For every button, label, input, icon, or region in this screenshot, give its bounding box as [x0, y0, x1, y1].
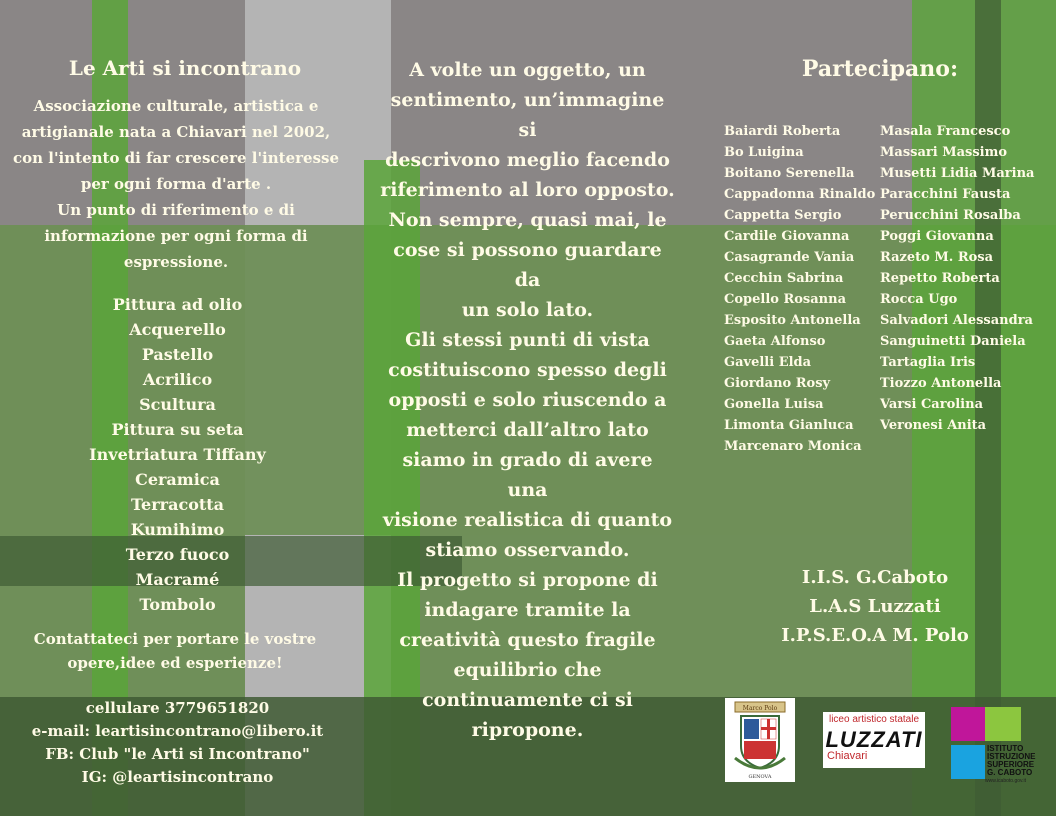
- list-item: Terracotta: [130, 495, 225, 514]
- caboto-url: www.icaboto.gov.it: [985, 778, 1027, 784]
- association-description: Associazione culturale, artistica e artigianale nata a Chiavari nel 2002, con l'intento di far crescere l'interesse per ogni forma d'arte . Un punto di riferimento e di informazione per ogni forma di espressione.: [12, 97, 339, 271]
- list-item: Poggi Giovanna: [880, 229, 994, 244]
- list-item: Tombolo: [139, 595, 216, 614]
- luzzati-main-text: LUZZATI: [825, 727, 923, 752]
- participants-title: Partecipano:: [801, 56, 959, 82]
- list-item: Cappadonna Rinaldo: [724, 187, 876, 202]
- luzzati-sub-text: Chiavari: [827, 750, 868, 762]
- list-item: Copello Rosanna: [724, 292, 846, 307]
- list-item: Massari Massimo: [880, 145, 1008, 160]
- contact-intro: Contattateci per portare le vostre opere,idee ed esperienze!: [33, 630, 317, 672]
- list-item: Pittura ad olio: [112, 295, 243, 314]
- school-polo: I.P.S.E.O.A M. Polo: [781, 625, 969, 646]
- email-text: e-mail: leartisincontrano@libero.it: [31, 722, 324, 740]
- crest-icon: [725, 698, 795, 782]
- list-item: Salvadori Alessandra: [880, 313, 1033, 328]
- participants-list-left: [724, 121, 875, 457]
- list-item: Sanguinetti Daniela: [880, 334, 1026, 349]
- list-item: Tiozzo Antonella: [880, 376, 1002, 391]
- association-title: Le Arti si incontrano: [68, 56, 302, 80]
- contact-info: [0, 697, 355, 789]
- list-item: Invetriatura Tiffany: [89, 445, 266, 464]
- list-item: Tartaglia Iris: [880, 355, 976, 370]
- list-item: Varsi Carolina: [880, 397, 983, 412]
- school-caboto: I.I.S. G.Caboto: [801, 567, 949, 588]
- arts-list: [0, 292, 355, 617]
- list-item: Repetto Roberta: [880, 271, 1000, 286]
- list-item: Macramé: [135, 570, 220, 589]
- list-item: Gavelli Elda: [724, 355, 812, 370]
- list-item: Paracchini Fausta: [880, 187, 1011, 202]
- list-item: Masala Francesco: [880, 124, 1011, 139]
- list-item: Casagrande Vania: [724, 250, 855, 265]
- list-item: Boitano Serenella: [724, 166, 855, 181]
- list-item: Marcenaro Monica: [724, 439, 862, 454]
- list-item: Gonella Luisa: [724, 397, 824, 412]
- list-item: Gaeta Alfonso: [724, 334, 826, 349]
- list-item: Razeto M. Rosa: [880, 250, 994, 265]
- list-item: Pittura su seta: [111, 420, 244, 439]
- school-luzzati: L.A.S Luzzati: [809, 596, 941, 617]
- project-description: A volte un oggetto, un sentimento, un’immagine si descrivono meglio facendo riferimento al loro opposto. Non sempre, quasi mai, le cose si possono guardare da un solo lato. Gli stessi punti di vista costituiscono spesso degli opposti e solo riuscendo a metterci dall’altro lato siamo in grado di avere una visione realistica di quanto stiamo osservando. Il progetto si propone di indagare tramite la creatività questo fragile equilibrio che continuamente ci si ripropone.: [380, 59, 675, 741]
- list-item: Terzo fuoco: [125, 545, 230, 564]
- svg-text:GENOVA: GENOVA: [748, 774, 772, 780]
- list-item: Rocca Ugo: [880, 292, 958, 307]
- instagram-text: IG: @leartisincontrano: [81, 768, 274, 786]
- participants-list-right: [880, 121, 1034, 436]
- list-item: Acrilico: [142, 370, 213, 389]
- caboto-logo: [945, 703, 1035, 783]
- list-item: Esposito Antonella: [724, 313, 861, 328]
- list-item: Kumihimo: [130, 520, 225, 539]
- luzzati-logo: [823, 712, 925, 768]
- caboto-text: ISTITUTO ISTRUZIONE SUPERIORE G. CABOTO: [987, 744, 1036, 777]
- list-item: Ceramica: [135, 470, 220, 489]
- list-item: Cappetta Sergio: [724, 208, 842, 223]
- list-item: Scultura: [139, 395, 216, 414]
- facebook-text: FB: Club "le Arti si Incontrano": [45, 745, 310, 763]
- list-item: Baiardi Roberta: [724, 124, 841, 139]
- list-item: Cecchin Sabrina: [724, 271, 844, 286]
- list-item: Acquerello: [129, 320, 226, 339]
- schools-list: [740, 563, 1010, 650]
- list-item: Cardile Giovanna: [724, 229, 850, 244]
- list-item: Veronesi Anita: [880, 418, 987, 433]
- list-item: Limonta Gianluca: [724, 418, 854, 433]
- list-item: Bo Luigina: [724, 145, 804, 160]
- list-item: Perucchini Rosalba: [880, 208, 1021, 223]
- svg-text:Marco Polo: Marco Polo: [742, 705, 778, 712]
- marco-polo-logo: [725, 698, 795, 782]
- luzzati-top-text: liceo artistico statale: [828, 714, 920, 725]
- list-item: Giordano Rosy: [724, 376, 831, 391]
- list-item: Pastello: [141, 345, 214, 364]
- list-item: Musetti Lidia Marina: [880, 166, 1035, 181]
- phone-text: cellulare 3779651820: [85, 699, 270, 717]
